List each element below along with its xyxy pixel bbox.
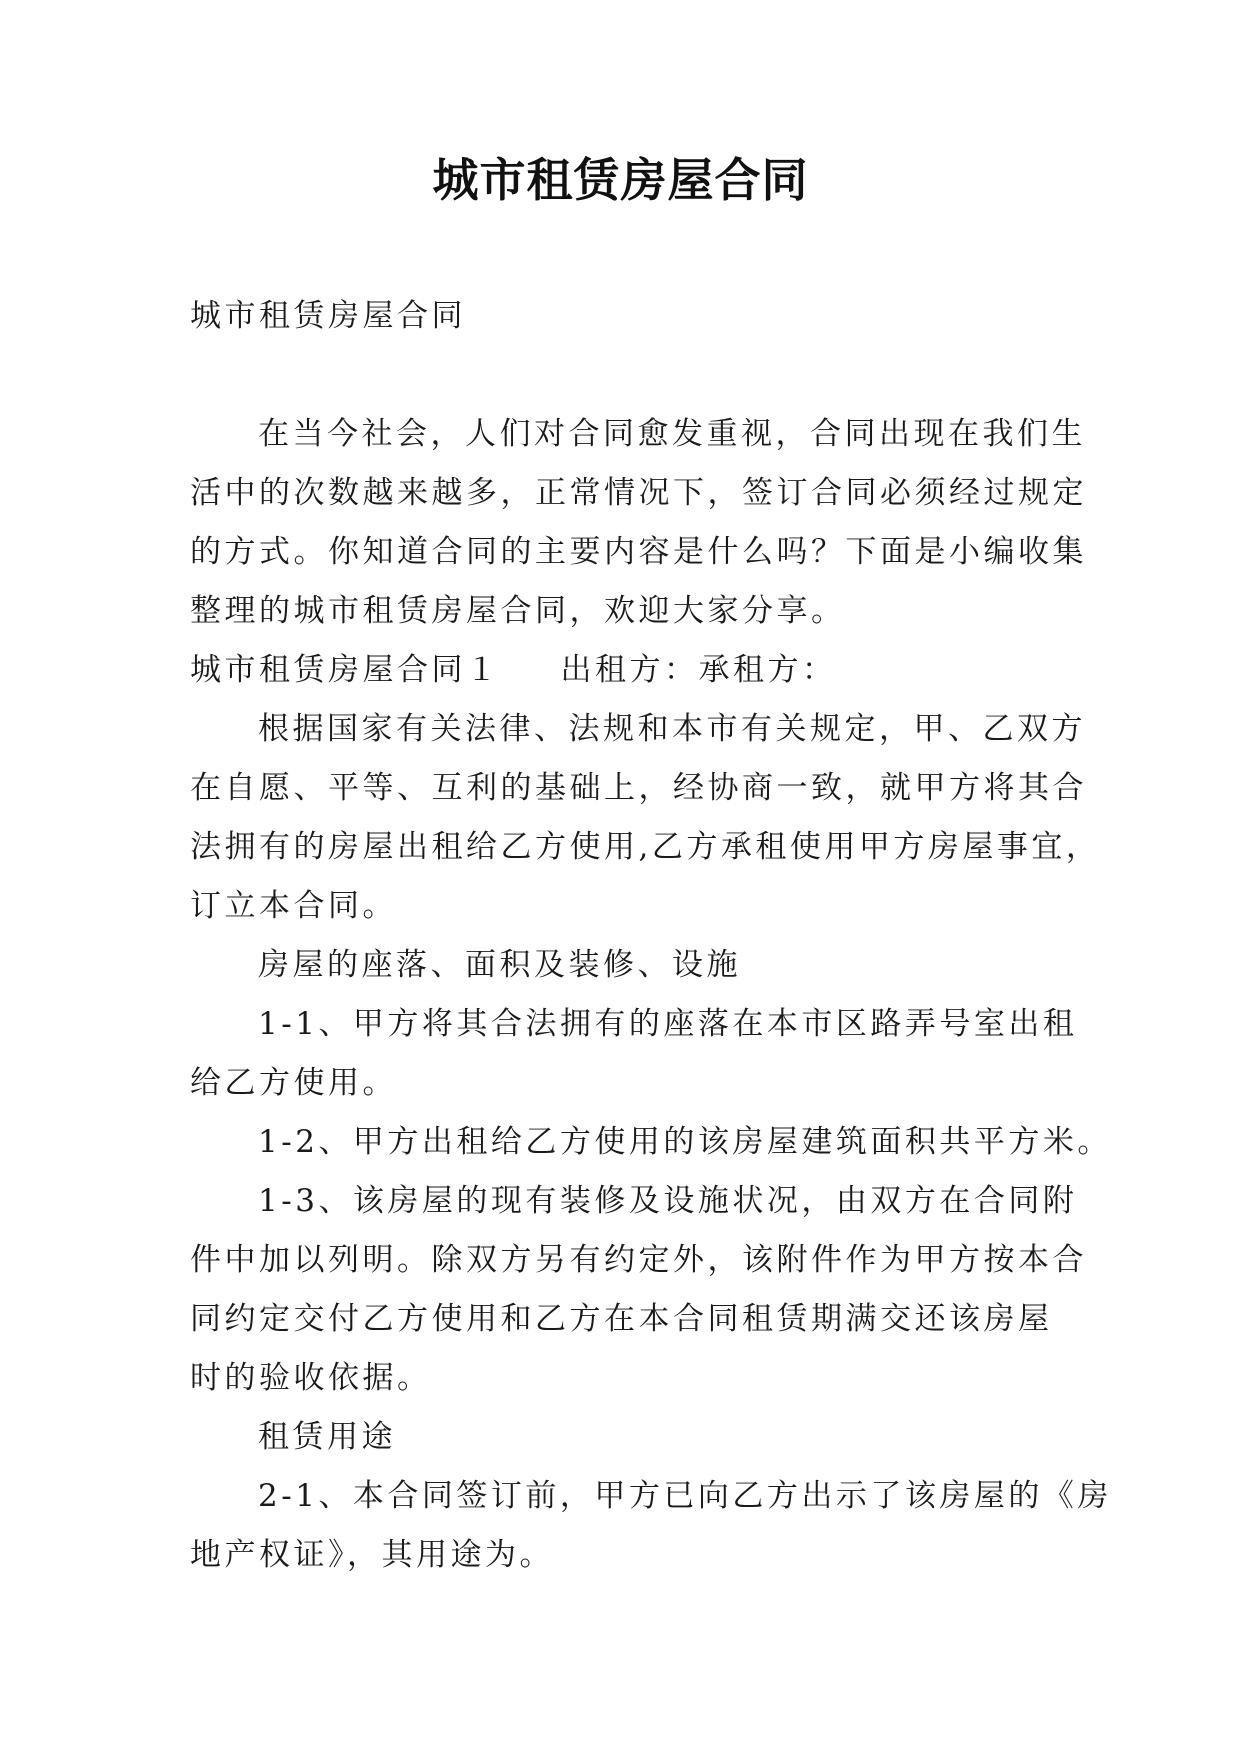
intro-paragraph xyxy=(190,405,1087,641)
clause-1-2 xyxy=(190,1113,1112,1172)
text-line: 1-1、甲方将其合法拥有的座落在本市区路弄号室出租 xyxy=(258,1006,1078,1042)
contract-heading xyxy=(190,641,1070,700)
section-title-premises: 房屋的座落、面积及装修、设施 xyxy=(258,947,741,983)
clause-2-1 xyxy=(190,1467,1112,1585)
section-title-purpose: 租赁用途 xyxy=(258,1419,396,1455)
document-title: 城市租赁房屋合同 xyxy=(432,153,809,207)
text-line: 在自愿、平等、互利的基础上，经协商一致，就甲方将其合 xyxy=(190,770,1087,806)
document-subtitle: 城市租赁房屋合同 xyxy=(190,298,466,334)
text-line: 给乙方使用。 xyxy=(190,1065,397,1101)
text-line: 活中的次数越来越多，正常情况下，签订合同必须经过规定 xyxy=(190,475,1087,511)
text-line: 件中加以列明。除双方另有约定外，该附件作为甲方按本合 xyxy=(190,1242,1087,1278)
contract-name: 城市租赁房屋合同１ xyxy=(190,652,501,688)
text-line: 法拥有的房屋出租给乙方使用,乙方承租使用甲方房屋事宜， xyxy=(190,829,1101,865)
contract-parties: 出租方：承租方： xyxy=(560,652,837,688)
text-line: 的方式。你知道合同的主要内容是什么吗？下面是小编收集 xyxy=(190,534,1087,570)
clause-1-1 xyxy=(190,995,1078,1113)
text-line: 地产权证》，其用途为。 xyxy=(190,1537,554,1573)
text-line: 整理的城市租赁房屋合同，欢迎大家分享。 xyxy=(190,593,846,629)
text-line: 2-1、本合同签订前，甲方已向乙方出示了该房屋的《房 xyxy=(258,1478,1112,1514)
document-body xyxy=(190,287,1112,1585)
text-line: 在当今社会，人们对合同愈发重视，合同出现在我们生 xyxy=(258,416,1086,452)
clause-1-3 xyxy=(190,1172,1087,1408)
basis-paragraph xyxy=(190,700,1101,936)
text-line: 1-3、该房屋的现有装修及设施状况，由双方在合同附 xyxy=(258,1183,1078,1219)
text-line: 时的验收依据。 xyxy=(190,1360,432,1396)
text-line: 同约定交付乙方使用和乙方在本合同租赁期满交还该房屋 xyxy=(190,1301,1053,1337)
text-line: 根据国家有关法律、法规和本市有关规定，甲、乙双方 xyxy=(258,711,1086,747)
text-line: 订立本合同。 xyxy=(190,888,397,924)
text-line: 1-2、甲方出租给乙方使用的该房屋建筑面积共平方米。 xyxy=(258,1124,1112,1160)
